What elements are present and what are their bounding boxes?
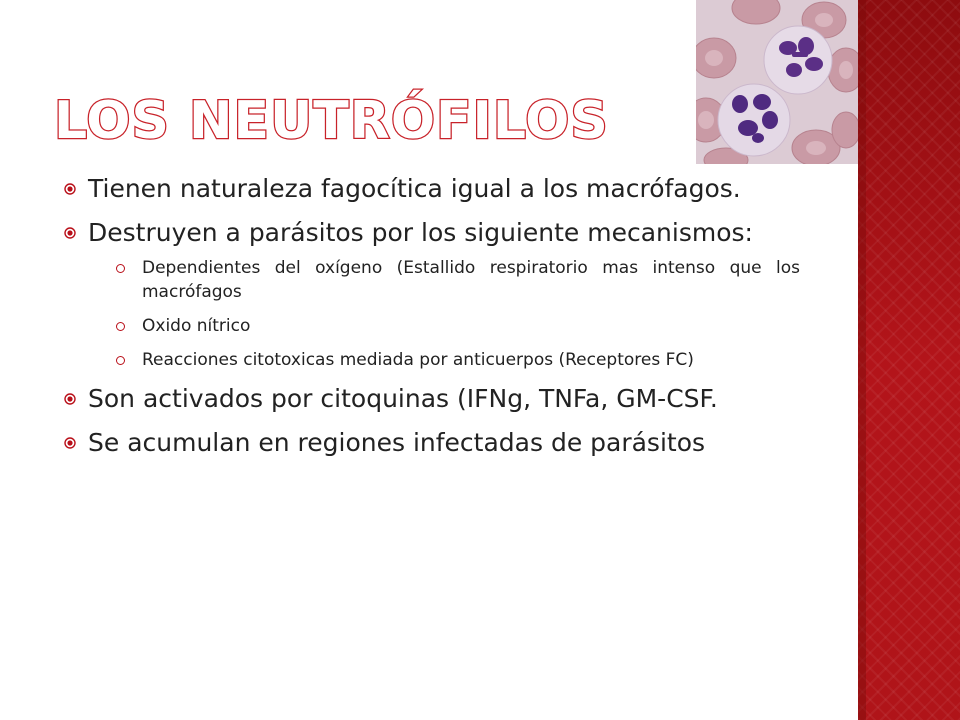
- sub-bullet-text: Dependientes del oxígeno (Estallido respiratorio mas intenso que los macrófagos: [142, 258, 800, 302]
- bullet-item: [64, 216, 800, 372]
- sub-bullet-item: [114, 256, 800, 304]
- sub-bullet-item: [114, 348, 800, 372]
- circle-bullet-icon: [116, 322, 125, 331]
- bullet-item: [64, 172, 800, 206]
- circle-bullet-icon: [116, 264, 125, 273]
- target-bullet-icon: [64, 393, 76, 405]
- bullet-item: [64, 426, 800, 460]
- sub-bullet-text: Reacciones citotoxicas mediada por anticuerpos (Receptores FC): [142, 350, 694, 370]
- sub-bullet-text: Oxido nítrico: [142, 316, 251, 336]
- neutrophil-micrograph-image: [696, 0, 858, 164]
- micrograph-drawing: [696, 0, 858, 164]
- bullet-text: Se acumulan en regiones infectadas de parásitos: [88, 428, 706, 457]
- decorative-side-band: [858, 0, 960, 720]
- slide-title: LOS NEUTRÓFILOS: [54, 91, 609, 151]
- bullet-text: Tienen naturaleza fagocítica igual a los macrófagos.: [88, 174, 741, 203]
- bullet-text: Destruyen a parásitos por los siguiente mecanismos:: [88, 218, 753, 247]
- target-bullet-icon: [64, 183, 76, 195]
- bullet-list: [64, 172, 800, 470]
- circle-bullet-icon: [116, 356, 125, 365]
- sub-bullet-list: [64, 256, 800, 372]
- target-bullet-icon: [64, 437, 76, 449]
- side-band-edge: [858, 0, 866, 720]
- sub-bullet-item: [114, 314, 800, 338]
- bullet-text: Son activados por citoquinas (IFNg, TNFa, GM-CSF.: [88, 384, 718, 413]
- bullet-item: [64, 382, 800, 416]
- target-bullet-icon: [64, 227, 76, 239]
